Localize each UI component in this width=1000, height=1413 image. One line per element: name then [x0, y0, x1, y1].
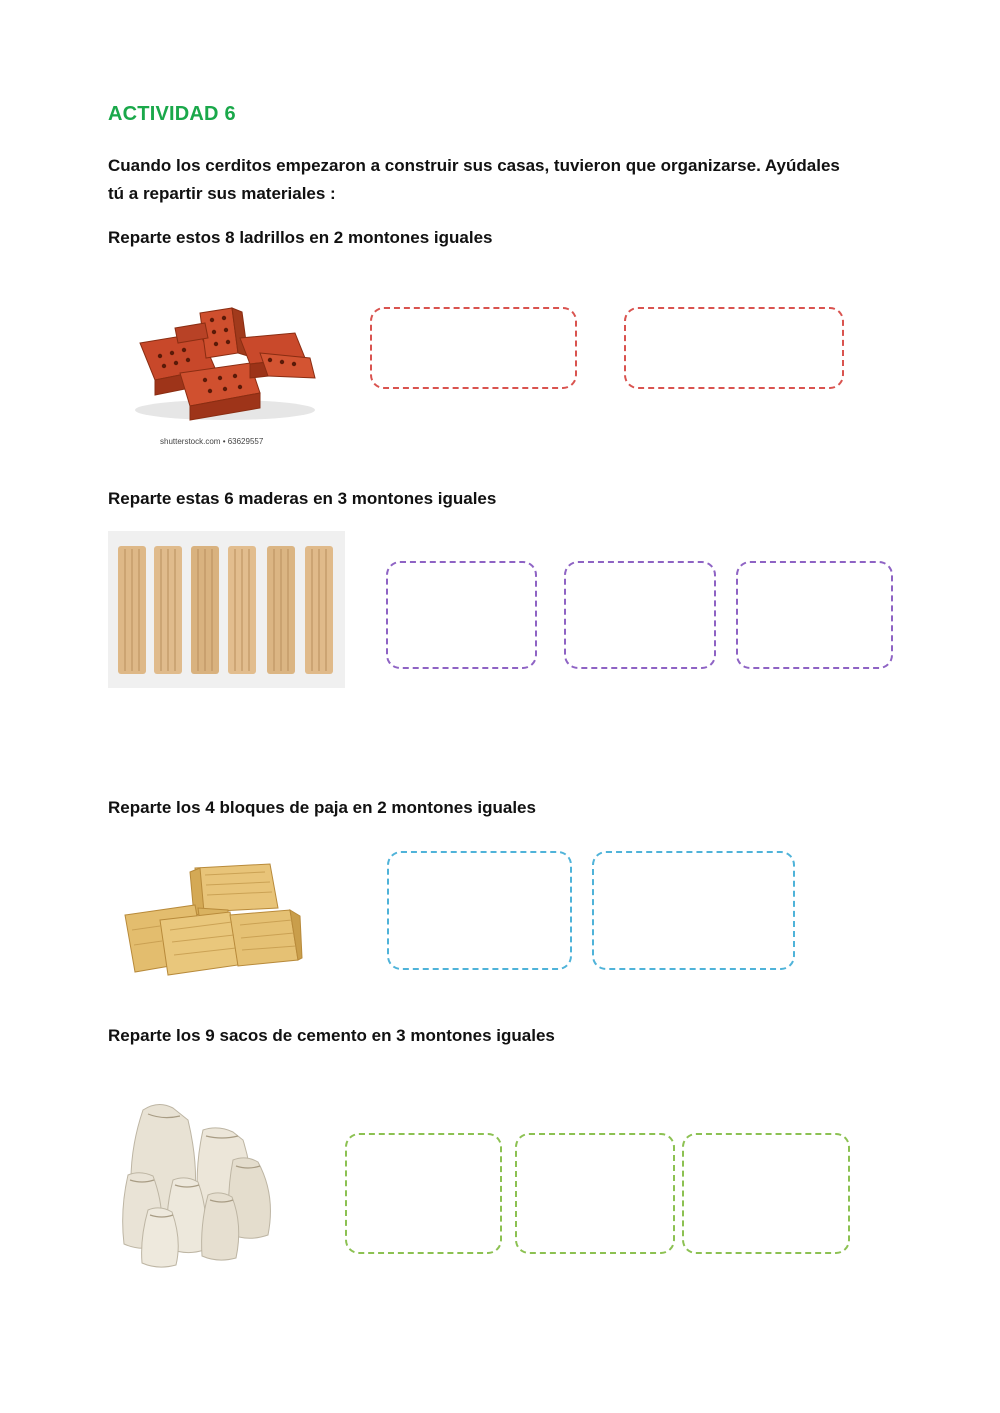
- answer-box-bricks-2[interactable]: [624, 307, 844, 389]
- intro-line-1: Cuando los cerditos empezaron a construir sus casas, tuvieron que organizarse. Ayúdales: [108, 156, 840, 175]
- answer-box-bricks-1[interactable]: [370, 307, 577, 389]
- bricks-image: [120, 298, 320, 428]
- instruction-wood: Reparte estas 6 maderas en 3 montones iguales: [108, 489, 497, 508]
- instruction-hay: Reparte los 4 bloques de paja en 2 montones iguales: [108, 798, 536, 817]
- wood-sticks-image: [108, 531, 345, 688]
- answer-box-hay-2[interactable]: [592, 851, 795, 970]
- instruction-cement: Reparte los 9 sacos de cemento en 3 montones iguales: [108, 1026, 555, 1045]
- activity-title: ACTIVIDAD 6: [108, 103, 236, 125]
- answer-box-hay-1[interactable]: [387, 851, 572, 970]
- answer-box-cement-3[interactable]: [682, 1133, 850, 1254]
- instruction-bricks: Reparte estos 8 ladrillos en 2 montones iguales: [108, 228, 493, 247]
- intro-text: [108, 152, 868, 208]
- cement-sacks-image: [118, 1100, 286, 1270]
- answer-box-wood-2[interactable]: [564, 561, 716, 669]
- image-credit: shutterstock.com • 63629557: [160, 437, 264, 446]
- answer-box-wood-3[interactable]: [736, 561, 893, 669]
- hay-bales-image: [120, 860, 305, 980]
- answer-box-cement-2[interactable]: [515, 1133, 675, 1254]
- answer-box-cement-1[interactable]: [345, 1133, 502, 1254]
- answer-box-wood-1[interactable]: [386, 561, 537, 669]
- intro-line-2: tú a repartir sus materiales :: [108, 184, 336, 203]
